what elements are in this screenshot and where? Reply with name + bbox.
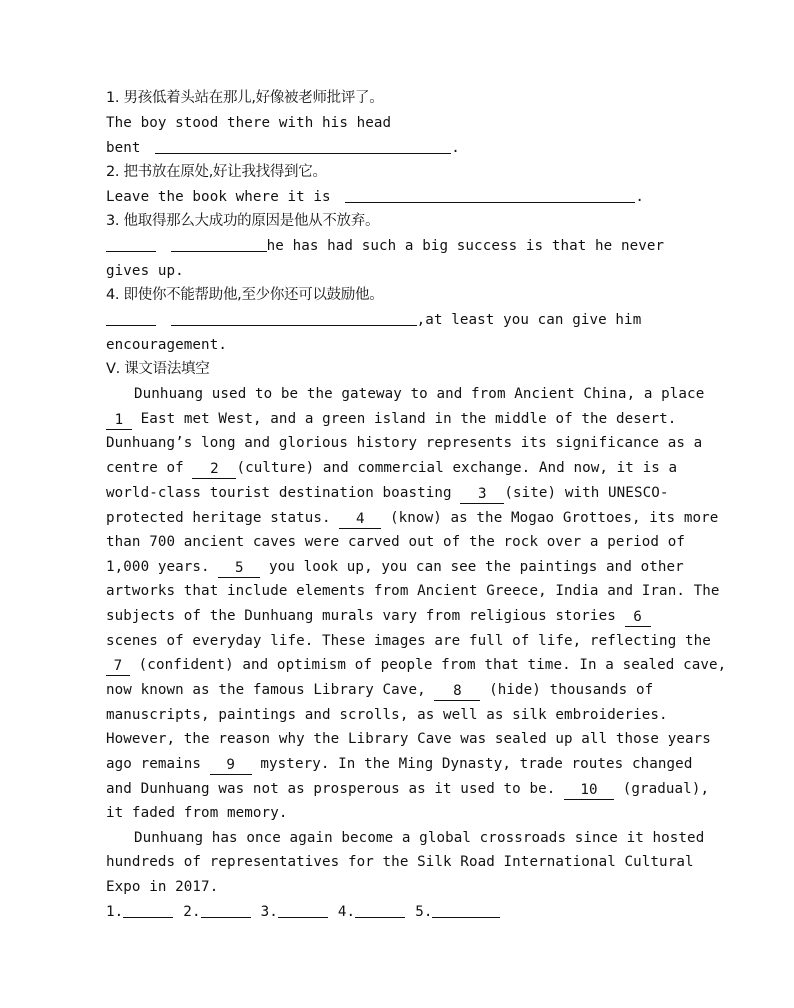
answer-blank[interactable] (278, 901, 328, 918)
passage-line: Dunhuang’s long and glorious history represents its significance as a (106, 435, 703, 451)
translation-1-english: The boy stood there with his head (106, 115, 392, 131)
passage-line: scenes of everyday life. These images are full of life, reflecting the (106, 633, 711, 649)
section-title: Ⅴ. 课文语法填空 (106, 361, 210, 377)
gap-6[interactable]: 6 (625, 609, 651, 627)
passage-line: it faded from memory. (106, 805, 288, 821)
passage-line: subjects of the Dunhuang murals vary from religious stories 6 (106, 604, 651, 628)
answer-blank[interactable] (106, 235, 156, 252)
answer-blank[interactable] (123, 901, 173, 918)
gap-8[interactable]: 8 (434, 683, 480, 701)
answer-blank[interactable] (201, 901, 251, 918)
answer-blank[interactable] (171, 309, 417, 326)
answer-blank[interactable] (345, 186, 635, 203)
answer-blank[interactable] (106, 309, 156, 326)
passage-line: world-class tourist destination boasting 3 (site) with UNESCO- (106, 485, 669, 502)
answer-blank[interactable] (432, 901, 500, 918)
translation-3-english-cont: gives up. (106, 263, 184, 279)
translation-4-english: ,at least you can give him (106, 308, 641, 332)
translation-4-english-cont: encouragement. (106, 337, 227, 353)
gap-2[interactable]: 2 (192, 461, 236, 479)
gap-4[interactable]: 4 (339, 511, 381, 529)
passage-line: However, the reason why the Library Cave was sealed up all those years (106, 731, 711, 747)
passage-line: protected heritage status. 4 (know) as the Mogao Grottoes, its more (106, 510, 719, 527)
answer-label: 2. (183, 904, 201, 920)
translation-3-chinese: 3. 他取得那么大成功的原因是他从不放弃。 (106, 213, 380, 229)
passage-line: and Dunhuang was not as prosperous as it used to be. 10 (gradual), (106, 781, 710, 798)
passage-line: 1 East met West, and a green island in the middle of the desert. (106, 407, 676, 431)
answer-label: 5. (415, 904, 433, 920)
translation-3-english: he has had such a big success is that he never (106, 234, 664, 258)
gap-10[interactable]: 10 (564, 782, 614, 800)
passage-line: centre of 2 (culture) and commercial exchange. And now, it is a (106, 460, 678, 477)
passage-line: 7 (confident) and optimism of people from that time. In a sealed cave, (106, 653, 726, 677)
answer-row (106, 900, 500, 924)
answer-blank[interactable] (171, 235, 267, 252)
passage-line: Expo in 2017. (106, 879, 219, 895)
answer-label: 1. (106, 904, 124, 920)
gap-7[interactable]: 7 (106, 658, 130, 676)
answer-blank[interactable] (155, 137, 451, 154)
translation-4-chinese: 4. 即使你不能帮助他,至少你还可以鼓励他。 (106, 287, 384, 303)
passage-line: artworks that include elements from Ancient Greece, India and Iran. The (106, 583, 720, 599)
translation-2-chinese: 2. 把书放在原处,好让我找得到它。 (106, 164, 327, 180)
translation-1-chinese: 1. 男孩低着头站在那儿,好像被老师批评了。 (106, 90, 384, 106)
passage-line: manuscripts, paintings and scrolls, as well as silk embroideries. (106, 707, 668, 723)
passage-line: now known as the famous Library Cave, 8 (hide) thousands of (106, 682, 654, 699)
gap-5[interactable]: 5 (218, 560, 260, 578)
passage-line: hundreds of representatives for the Silk Road International Cultural (106, 854, 694, 870)
passage-line: ago remains 9 mystery. In the Ming Dynasty, trade routes changed (106, 756, 693, 773)
gap-1[interactable]: 1 (106, 412, 132, 430)
answer-label: 4. (337, 904, 356, 920)
passage-line: 1,000 years. 5 you look up, you can see the paintings and other (106, 559, 684, 576)
passage-line: Dunhuang has once again become a global crossroads since it hosted (134, 830, 705, 846)
translation-2-english: Leave the book where it is . (106, 185, 644, 209)
passage-line: than 700 ancient caves were carved out of the rock over a period of (106, 534, 685, 550)
gap-9[interactable]: 9 (210, 757, 252, 775)
answer-label: 3. (260, 904, 278, 920)
answer-blank[interactable] (355, 901, 405, 918)
translation-1-english-cont: bent . (106, 136, 460, 160)
gap-3[interactable]: 3 (460, 486, 504, 504)
passage-line: Dunhuang used to be the gateway to and from Ancient China, a place (134, 386, 705, 402)
